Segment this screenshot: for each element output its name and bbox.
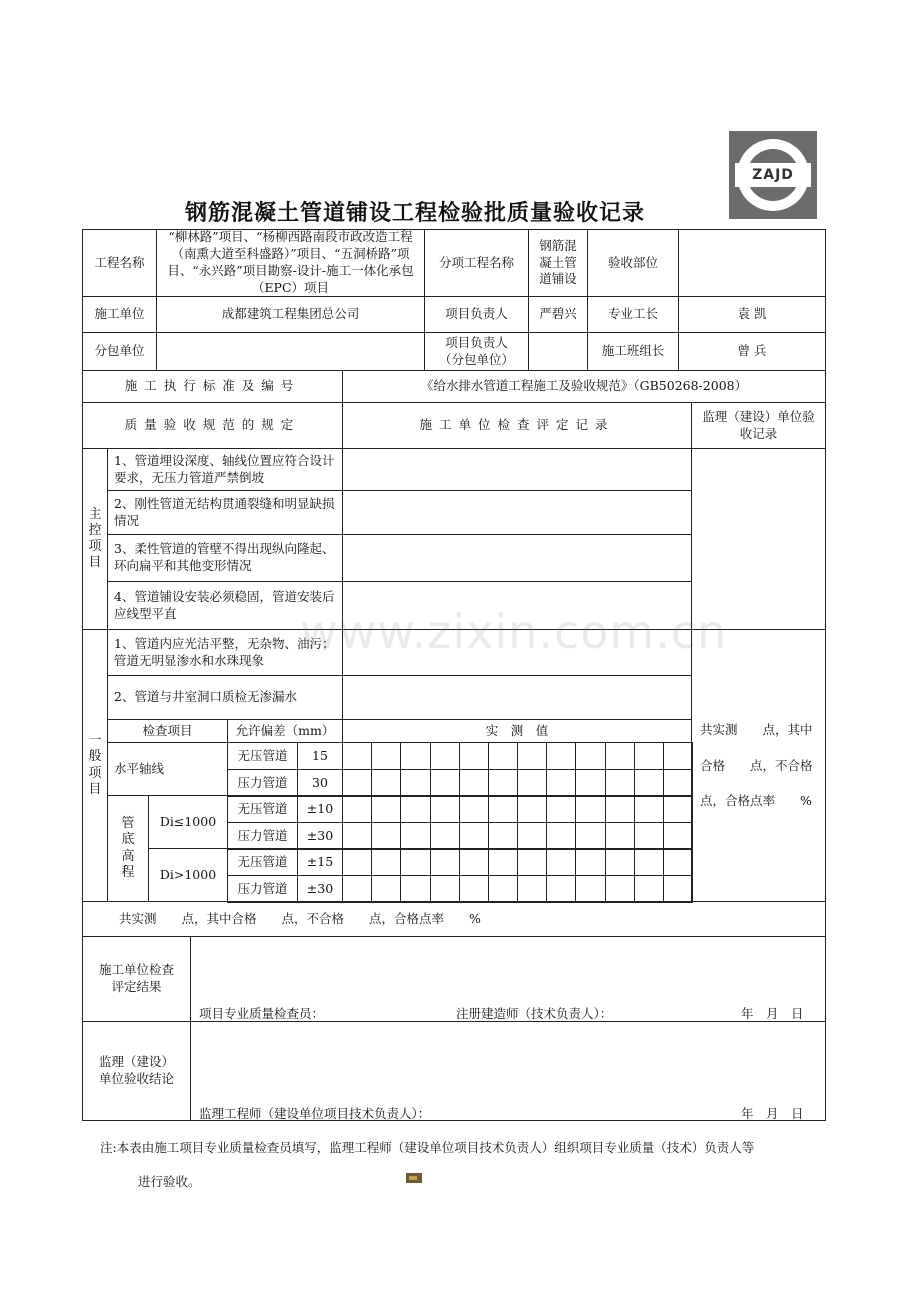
main-control-label: 主控项目	[82, 448, 108, 630]
measured-value-cell[interactable]	[459, 875, 489, 903]
main-item-4: 4、管道铺设安装必须稳固，管道安装后应线型平直	[107, 581, 343, 630]
measured-value-cell[interactable]	[430, 848, 460, 876]
main-supervision-record[interactable]	[691, 448, 826, 630]
general-label: 一般项目	[82, 629, 108, 902]
measured-value-cell[interactable]	[430, 769, 460, 797]
measured-value-cell[interactable]	[488, 875, 518, 903]
measured-value-cell[interactable]	[371, 742, 401, 770]
engineer-signature: 注册建造师（技术负责人）：	[456, 1006, 613, 1021]
di-gt-1000: Di>1000	[148, 848, 228, 902]
measured-value-cell[interactable]	[546, 742, 576, 770]
summary-row: 共实测 点，其中合格 点，不合格 点，合格点率 %	[82, 901, 826, 937]
tolerance-cell: ±15	[297, 848, 343, 876]
measured-value-cell[interactable]	[605, 848, 635, 876]
measured-value-cell[interactable]	[575, 822, 606, 850]
main-item-3: 3、柔性管道的管壁不得出现纵向隆起、环向扁平和其他变形情况	[107, 534, 343, 582]
measured-value-cell[interactable]	[488, 848, 518, 876]
main-item-2-record[interactable]	[342, 490, 692, 535]
measured-value-cell[interactable]	[459, 769, 489, 797]
measured-value-cell[interactable]	[488, 822, 518, 850]
accept-part-value	[678, 229, 826, 297]
measured-value-cell[interactable]	[605, 875, 635, 903]
measured-value-cell[interactable]	[371, 822, 401, 850]
measured-value-cell[interactable]	[400, 795, 431, 823]
inspector-signature: 项目专业质量检查员：	[199, 1006, 325, 1021]
construction-unit-label: 施工单位	[82, 296, 157, 333]
measured-value-cell[interactable]	[517, 795, 547, 823]
measured-value-cell[interactable]	[371, 875, 401, 903]
measured-value-cell[interactable]	[459, 848, 489, 876]
pipe-type-cell: 压力管道	[227, 822, 298, 850]
pipe-bottom-label: 管底高程	[107, 795, 149, 902]
measured-value-cell[interactable]	[342, 848, 372, 876]
measured-value-cell[interactable]	[488, 795, 518, 823]
measured-value-cell[interactable]	[546, 795, 576, 823]
measured-value-cell[interactable]	[605, 822, 635, 850]
sub-leader-label: 项目负责人（分包单位）	[424, 332, 529, 371]
di-le-1000: Di≤1000	[148, 795, 228, 849]
measured-value-cell[interactable]	[459, 822, 489, 850]
general-item-2-record[interactable]	[342, 675, 692, 720]
measured-value-cell[interactable]	[605, 742, 635, 770]
pipe-type-cell: 压力管道	[227, 875, 298, 903]
accept-part-label: 验收部位	[587, 229, 679, 297]
foreman-value: 袁 凯	[678, 296, 826, 333]
construction-date: 年 月 日	[741, 1006, 804, 1021]
project-leader-label: 项目负责人	[424, 296, 529, 333]
measured-value-cell[interactable]	[634, 742, 664, 770]
measured-value-cell[interactable]	[634, 875, 664, 903]
logo-text: ZAJD	[752, 167, 794, 183]
measured-value-cell[interactable]	[459, 795, 489, 823]
tolerance-cell: ±10	[297, 795, 343, 823]
general-item-2: 2、管道与井室洞口质检无渗漏水	[107, 675, 343, 720]
project-leader-value: 严碧兴	[528, 296, 588, 333]
supervisor-signature: 监理工程师（建设单位项目技术负责人）：	[199, 1106, 431, 1121]
measured-value-cell[interactable]	[634, 822, 664, 850]
horizontal-axis-label: 水平轴线	[107, 742, 228, 796]
construction-result-label: 施工单位检查评定结果	[82, 936, 191, 1022]
measured-value-cell[interactable]	[400, 769, 431, 797]
measured-value-cell[interactable]	[546, 769, 576, 797]
team-leader-value: 曾 兵	[678, 332, 826, 371]
check-item-header: 检查项目	[107, 719, 228, 743]
measured-value-cell[interactable]	[517, 822, 547, 850]
measured-value-cell[interactable]	[546, 822, 576, 850]
measured-value-cell[interactable]	[634, 795, 664, 823]
main-item-1: 1、管道埋设深度、轴线位置应符合设计要求，无压力管道严禁倒坡	[107, 448, 343, 491]
measured-value-cell[interactable]	[371, 848, 401, 876]
measured-value-cell[interactable]	[488, 769, 518, 797]
measured-value-cell[interactable]	[575, 875, 606, 903]
project-name-label: 工程名称	[82, 229, 157, 297]
sub-project-value: 钢筋混凝土管道铺设	[528, 229, 588, 297]
tolerance-header: 允许偏差（mm）	[227, 719, 343, 743]
tolerance-cell: 15	[297, 742, 343, 770]
measured-value-cell[interactable]	[517, 742, 547, 770]
measured-value-cell[interactable]	[575, 742, 606, 770]
project-name-value: “柳林路”项目、“杨柳西路南段市政改造工程（南熏大道至科盛路）”项目、“五洞桥路”项目、“永兴路”项目勘察-设计-施工一体化承包（EPC）项目	[156, 229, 425, 297]
footnote-line-2: 进行验收。	[138, 1174, 201, 1189]
measured-value-cell[interactable]	[663, 795, 693, 823]
subcontract-label: 分包单位	[82, 332, 157, 371]
measured-value-cell[interactable]	[546, 875, 576, 903]
supervision-header: 监理（建设）单位验收记录	[691, 402, 826, 449]
measured-value-cell[interactable]	[663, 742, 693, 770]
measured-value-cell[interactable]	[342, 822, 372, 850]
tolerance-cell: ±30	[297, 822, 343, 850]
measured-value-cell[interactable]	[430, 875, 460, 903]
measured-value-cell[interactable]	[575, 795, 606, 823]
measured-value-cell[interactable]	[342, 875, 372, 903]
foreman-label: 专业工长	[587, 296, 679, 333]
tolerance-cell: 30	[297, 769, 343, 797]
measured-value-cell[interactable]	[400, 822, 431, 850]
measured-value-cell[interactable]	[663, 769, 693, 797]
pipe-type-cell: 无压管道	[227, 742, 298, 770]
supervision-result-label: 监理（建设）单位验收结论	[82, 1021, 191, 1121]
measured-value-cell[interactable]	[459, 742, 489, 770]
main-item-1-record[interactable]	[342, 448, 692, 491]
small-image	[406, 1173, 422, 1183]
construction-unit-value: 成都建筑工程集团总公司	[156, 296, 425, 333]
measured-value-cell[interactable]	[517, 848, 547, 876]
measured-value-cell[interactable]	[663, 822, 693, 850]
measured-value-cell[interactable]	[605, 795, 635, 823]
general-item-1: 1、管道内应光洁平整，无杂物、油污；管道无明显渗水和水珠现象	[107, 629, 343, 676]
pipe-type-cell: 无压管道	[227, 848, 298, 876]
measured-value-cell[interactable]	[342, 795, 372, 823]
watermark: www.zixin.com.cn	[300, 605, 728, 659]
measured-value-cell[interactable]	[546, 848, 576, 876]
measured-value-cell[interactable]	[634, 769, 664, 797]
measured-value-cell[interactable]	[605, 769, 635, 797]
measured-value-cell[interactable]	[400, 875, 431, 903]
sub-project-label: 分项工程名称	[424, 229, 529, 297]
measured-value-cell[interactable]	[634, 848, 664, 876]
measured-value-cell[interactable]	[400, 742, 431, 770]
spec-header: 质量验收规范的规定	[82, 402, 343, 449]
team-leader-label: 施工班组长	[587, 332, 679, 371]
supervision-date: 年 月 日	[741, 1106, 804, 1121]
main-item-2: 2、刚性管道无结构贯通裂缝和明显缺损情况	[107, 490, 343, 535]
subcontract-value	[156, 332, 425, 371]
pipe-type-cell: 压力管道	[227, 769, 298, 797]
measured-value-cell[interactable]	[430, 742, 460, 770]
page-title: 钢筋混凝土管道铺设工程检验批质量验收记录	[184, 201, 645, 226]
standard-value: 《给水排水管道工程施工及验收规范》（GB50268-2008）	[342, 370, 826, 403]
measured-value-cell[interactable]	[575, 848, 606, 876]
measured-value-cell[interactable]	[575, 769, 606, 797]
standard-label: 施工执行标准及编号	[82, 370, 343, 403]
sub-leader-value	[528, 332, 588, 371]
measured-value-cell[interactable]	[430, 822, 460, 850]
general-supervision-summary: 共实测 点，其中合格 点，不合格 点，合格点率 %	[691, 629, 826, 902]
main-item-3-record[interactable]	[342, 534, 692, 582]
tolerance-cell: ±30	[297, 875, 343, 903]
measured-value-cell[interactable]	[663, 848, 693, 876]
measured-value-cell[interactable]	[400, 848, 431, 876]
measured-value-cell[interactable]	[371, 795, 401, 823]
record-header: 施工单位检查评定记录	[342, 402, 692, 449]
measured-value-cell[interactable]	[342, 742, 372, 770]
measured-value-cell[interactable]	[430, 795, 460, 823]
measured-value-cell[interactable]	[663, 875, 693, 903]
pipe-type-cell: 无压管道	[227, 795, 298, 823]
measured-value-cell[interactable]	[488, 742, 518, 770]
footnote-line-1: 注:本表由施工项目专业质量检查员填写，监理工程师（建设单位项目技术负责人）组织项目专业质量（技术）负责人等	[100, 1140, 755, 1155]
measured-value-cell[interactable]	[342, 769, 372, 797]
measured-value-cell[interactable]	[517, 875, 547, 903]
measured-header: 实 测 值	[342, 719, 692, 743]
measured-value-cell[interactable]	[371, 769, 401, 797]
measured-value-cell[interactable]	[517, 769, 547, 797]
